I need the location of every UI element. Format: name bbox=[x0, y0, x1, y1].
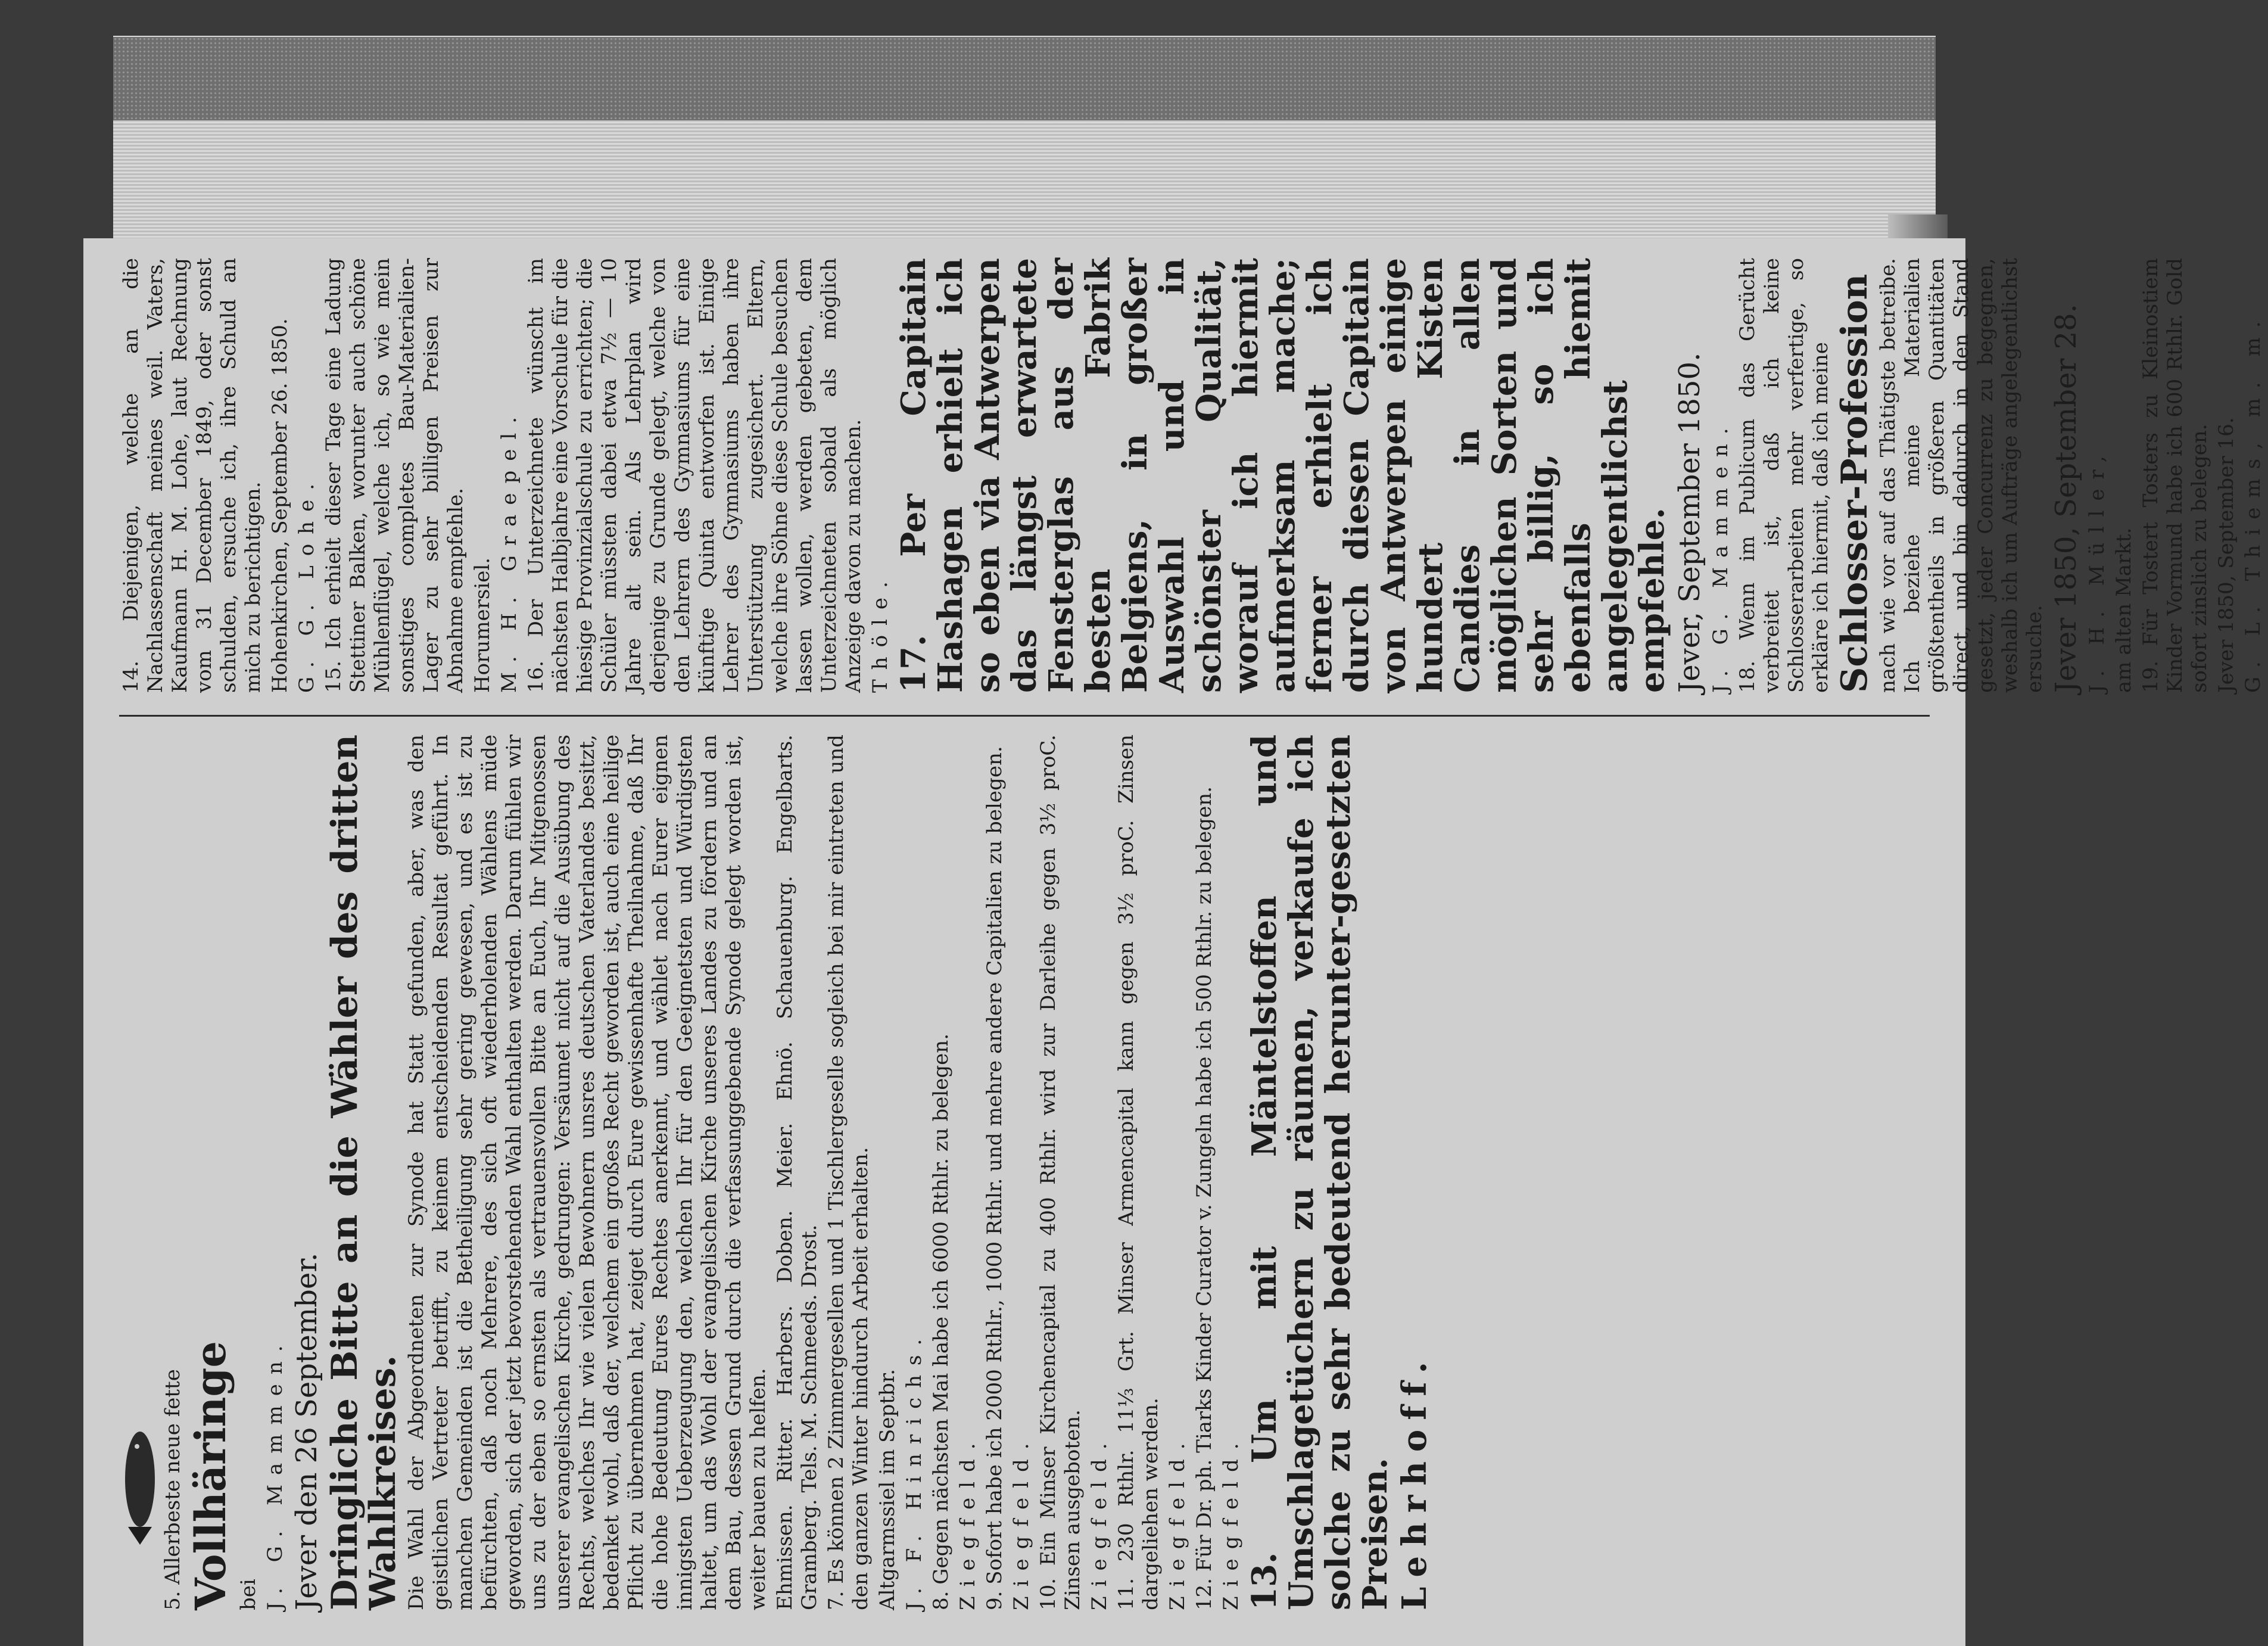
ad15-place: Horumersiel. bbox=[471, 557, 494, 693]
ad5-intro: 5. Allerbeste neue fette bbox=[161, 1369, 185, 1610]
left-column bbox=[119, 735, 1435, 1610]
ad5-signature: J. G. Mammen. bbox=[263, 1336, 287, 1610]
date-line-1: Jever den 26 September. bbox=[290, 1252, 323, 1610]
ad19-text: 19. Für Tostert Tosters zu Kleinostiem Kinder Vormund habe ich 600 Rthlr. Gold sofort zinslich zu belegen. bbox=[2139, 258, 2211, 693]
ad5-bei: bei bbox=[236, 1579, 260, 1610]
appeal-body: Die Wahl der Abgeordneten zur Synode hat Statt gefunden, aber, was den geistlichen Vertreter betrifft, zu keinem entscheidenden Resultat geführt. In manchen Gemeinden ist die Betheiligung sehr gering gewesen, und es ist zu befürchten, daß noch Mehrere, des sich oft wiederholenden Wählens müde geworden, sich der jetzt bevorstehenden Wahl enthalten werden. Darum fühlen wir uns zu der eben so ernsten als vertrauensvollen Bitte an Euch, Ihr Mitgenossen unserer evangelischen Kirche, gedrungen: Versäumet nicht auf die Ausübung des Rechts, welches Ihr wie vielen Bewohnern unsres deutschen Vaterlandes besitzt, bedenket wohl, daß der, welchem ein großes Recht geworden ist, auch eine heilige Pflicht zu übernehmen hat, zeiget durch Eure gewissenhafte Theilnahme, daß Ihr die hohe Bedeutung Eures Rechtes anerkennt, und wählet nach Eurer eignen innigsten Ueberzeugung den, welchen Ihr für den Geeignetsten und Würdigsten haltet, um das Wohl der evangelischen Kirche unseres Landes zu fördern und an dem Bau, dessen Grund durch die verfassunggebende Synode gelegt worden ist, weiter bauen zu helfen. bbox=[404, 735, 770, 1610]
ad17-signature: J. G. Mammen. bbox=[1709, 418, 1733, 693]
rotated-content bbox=[83, 238, 2265, 1646]
ad18-text: 18. Wenn im Publicum das Gerücht verbreitet ist, daß ich keine Schlosserarbeiten mehr verfertige, so erkläre ich hiermit, daß ich meine bbox=[1736, 258, 1833, 693]
ad8-text: 8. Gegen nächsten Mai habe ich 6000 Rthlr. zu belegen. bbox=[929, 1033, 953, 1610]
ad17-place: Jever, September 1850. bbox=[1673, 352, 1706, 693]
ad18-signature-address: am alten Markt. bbox=[2112, 527, 2136, 693]
ad12-signature: Ziegfeld. bbox=[1219, 1433, 1243, 1610]
ad14-place: Hohenkirchen, September 26. 1850. bbox=[268, 318, 292, 693]
ad13-signature: Lehrhoff. bbox=[1395, 1352, 1434, 1610]
ad7-place: Altgarmssiel im Septbr. bbox=[876, 1368, 899, 1610]
ad15-text: 15. Ich erhielt dieser Tage eine Ladung Stettiner Balken, worunter auch schöne Mühlenflügel, welche ich, so wie mein sonstiges completes Bau-Materialien-Lager zu sehr billigen Preisen zur Abnahme empfehle. bbox=[322, 258, 468, 693]
ad10-signature: Ziegfeld. bbox=[1088, 1433, 1111, 1610]
ad5-title: Vollhäringe bbox=[186, 1341, 235, 1610]
ad14-text: 14. Diejenigen, welche an die Nachlassenschaft meines weil. Vaters, Kaufmann H. M. Lohe, laut Rechnung vom 31 December 1849, oder sonst schulden, ersuche ich, ihre Schuld an mich zu berichtigen. bbox=[119, 258, 265, 693]
ad7-text: 7. Es können 2 Zimmergesellen und 1 Tischlergeselle sogleich bei mir eintreten und den ganzen Winter hindurch Arbeit erhalten. bbox=[824, 735, 873, 1610]
ad19-place: Jever 1850, September 16. bbox=[2214, 417, 2238, 693]
ad8-signature: Ziegfeld. bbox=[956, 1433, 980, 1610]
ad16-text: 16. Der Unterzeichnete wünscht im nächsten Halbjahre eine Vorschule für die hiesige Provinzialschule zu errichten; die Schüler müssten dabei etwa 7½ — 10 Jahre alt sein. Als Lehrplan wird derjenige zu Grunde gelegt, welche von den Lehrern des Gymnasiums für eine künftige Quinta entworfen ist. Einige Lehrer des Gymnasiums haben ihre Unterstützung zugesichert. Eltern, welche ihre Söhne diese Schule besuchen lassen wollen, werden gebeten, dem Unterzeichneten sobald als möglich Anzeige davon zu machen. bbox=[524, 258, 865, 693]
ad11-text: 11. 230 Rthlr. 11⅓ Grt. Minser Armencapital kann gegen 3½ proC. Zinsen dargeliehen werden. bbox=[1114, 735, 1163, 1610]
ad10-text: 10. Ein Minser Kirchencapital zu 400 Rthlr. wird zur Darleihe gegen 3½ proC. Zinsen ausgeboten. bbox=[1036, 735, 1085, 1610]
newspaper-page bbox=[83, 238, 2265, 1646]
ad16-signature: Thöle. bbox=[868, 572, 892, 693]
fish-icon bbox=[119, 1426, 161, 1551]
ad18-body: nach wie vor auf das Thätigste betreibe. Ich beziehe meine Materialien größtentheils in größeren Quantitäten direct, und bin dadurch in den Stand gesetzt, jeder Concurrenz zu begegnen, weshalb ich um Aufträge angelegentlichst ersuche. bbox=[1876, 258, 2046, 693]
ad17-text: 17. Per Capitain Hashagen erhielt ich so eben via Antwerpen das längst erwartete Fensterglas aus der besten Fabrik Belgiens, in großer Auswahl und in schönster Qualität, worauf ich hiermit aufmerksam mache; ferner erhielt ich durch diesen Capitain von Antwerpen einige hundert Kisten Candies in allen möglichen Sorten und sehr billig, so ich ebenfalls hiemit angelegentlichst empfehle. bbox=[894, 258, 1672, 693]
column-divider bbox=[119, 715, 1930, 717]
ad9-text: 9. Sofort habe ich 2000 Rthlr., 1000 Rthlr. und mehre andere Capitalien zu belegen. bbox=[983, 746, 1007, 1610]
ad14-signature: G. G. Lohe. bbox=[295, 474, 319, 693]
ad9-signature: Ziegfeld. bbox=[1010, 1433, 1033, 1610]
book-marbled-edge bbox=[113, 37, 1936, 120]
ad15-signature: M. H. Graepel. bbox=[497, 407, 521, 693]
ad13-text: 13. Um mit Mäntelstoffen und Umschlagetüchern zu räumen, verkaufe ich solche zu sehr bedeutend herunter-gesetzten Preisen. bbox=[1245, 735, 1395, 1610]
ad19-signature: G. L. Thiems, m. m. bbox=[2241, 312, 2265, 693]
ad18-signature: J. H. Müller, bbox=[2085, 446, 2109, 693]
appeal-signatures: Ehmissen. Ritter. Harbers. Doben. Meier. Ehnö. Schauenburg. Engelbarts. Gramberg. Tels. M. Schmeeds. Drost. bbox=[773, 735, 821, 1610]
appeal-title: Dringliche Bitte an die Wähler des dritten Wahlkreises. bbox=[324, 735, 404, 1610]
ad18-title: Schlosser-Profession bbox=[1834, 273, 1876, 693]
ad12-text: 12. Für Dr. ph. Tiarks Kinder Curator v. Zungeln habe ich 500 Rthlr. zu belegen. bbox=[1192, 786, 1216, 1610]
ad11-signature: Ziegfeld. bbox=[1166, 1433, 1189, 1610]
date-line-2: Jever 1850, September 28. bbox=[2049, 304, 2083, 693]
right-column bbox=[119, 258, 2268, 693]
ad7-signature: J. F. Hinrichs. bbox=[902, 1329, 926, 1610]
